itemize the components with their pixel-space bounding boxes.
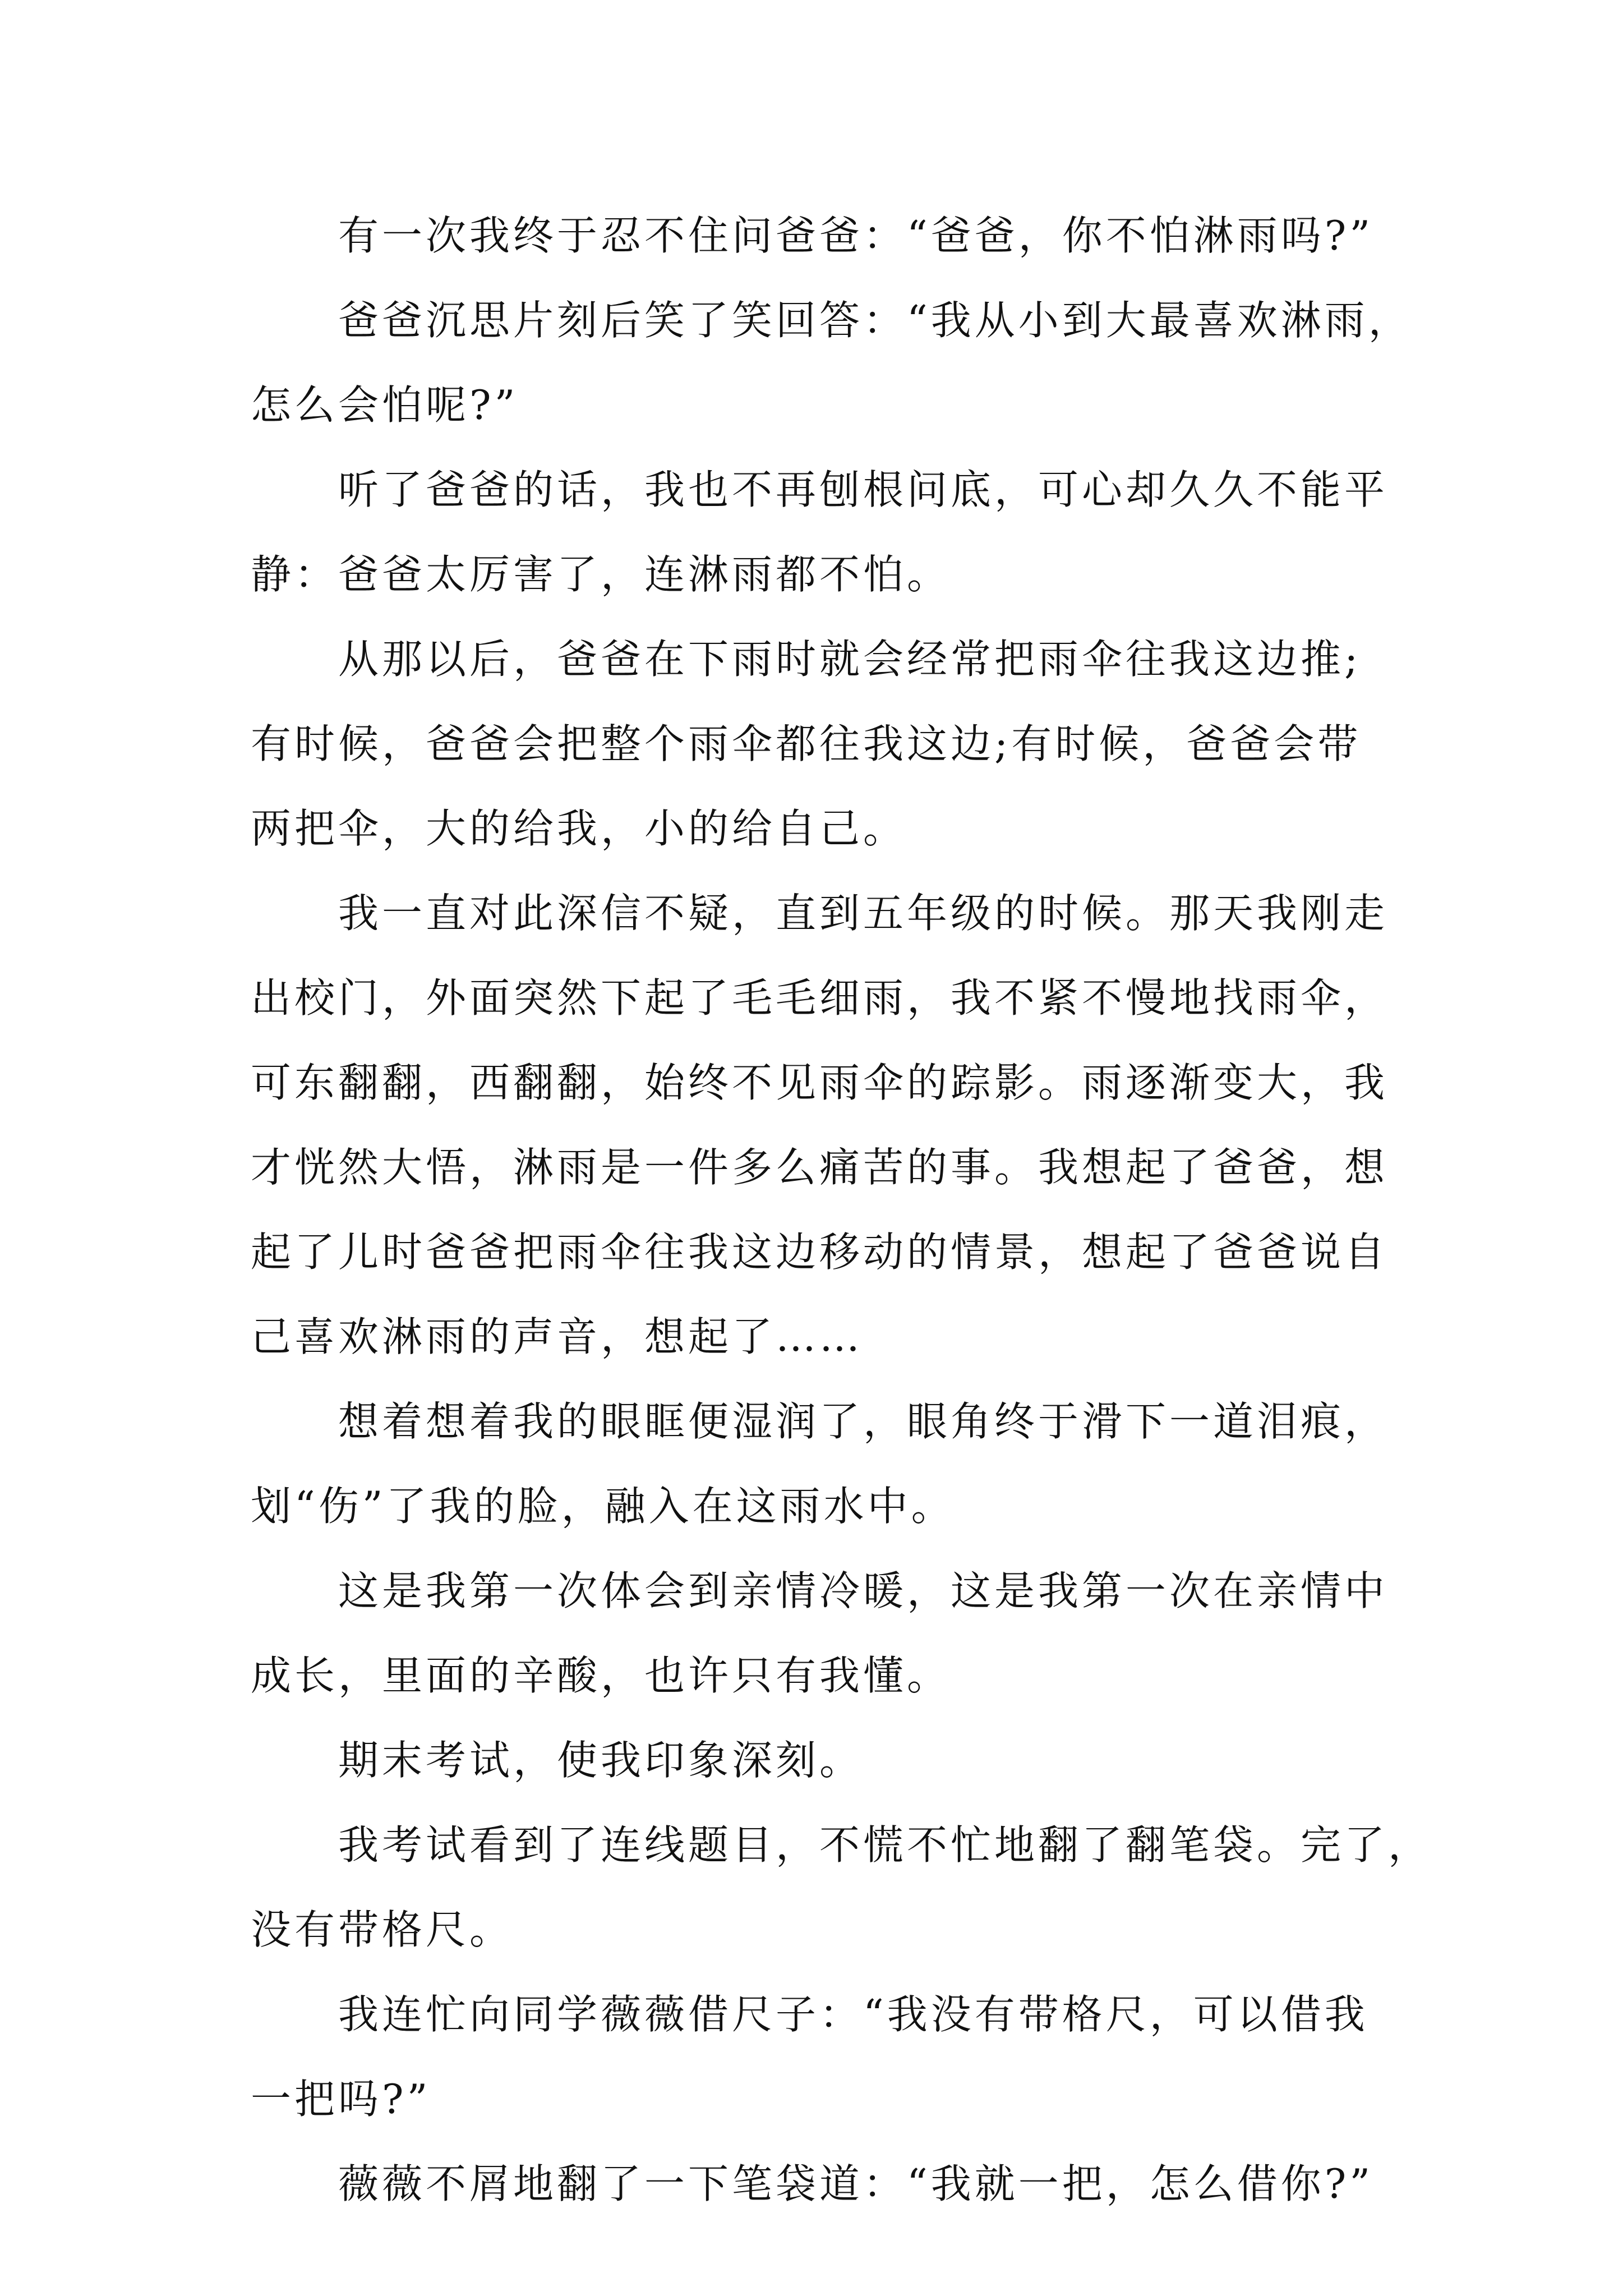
paragraph-6 (251, 1379, 1395, 1549)
document-body (251, 194, 1432, 2226)
text-line: 没有带格尺。 (251, 1906, 514, 1953)
text-line: 听了爸爸的话，我也不再刨根问底，可心却久久不能平 (338, 466, 1389, 513)
text-line: 我一直对此深信不疑，直到五年级的时候。那天我刚走 (338, 890, 1389, 937)
text-line: 两把伞，大的给我，小的给自己。 (251, 805, 907, 852)
text-line: 有一次我终于忍不住问爸爸：“爸爸，你不怕淋雨吗?” (338, 212, 1374, 259)
text-line: 出校门，外面突然下起了毛毛细雨，我不紧不慢地找雨伞， (251, 974, 1389, 1022)
paragraph-7 (251, 1549, 1395, 1718)
text-line: 从那以后，爸爸在下雨时就会经常把雨伞往我这边推; (338, 636, 1362, 683)
text-line: 这是我第一次体会到亲情冷暖，这是我第一次在亲情中 (338, 1567, 1389, 1614)
text-line: 想着想着我的眼眶便湿润了，眼角终于滑下一道泪痕， (338, 1398, 1389, 1445)
text-line: 静：爸爸太厉害了，连淋雨都不怕。 (251, 551, 951, 598)
text-line: 我连忙向同学薇薇借尺子：“我没有带格尺，可以借我 (338, 1991, 1368, 2038)
paragraph-1 (251, 194, 1395, 278)
paragraph-8 (251, 1718, 1395, 1803)
paragraph-5 (251, 871, 1395, 1379)
text-line: 成长，里面的辛酸，也许只有我懂。 (251, 1652, 951, 1699)
text-line: 一把吗?” (251, 2076, 431, 2123)
text-line: 怎么会怕呢?” (251, 381, 519, 429)
text-line: 起了儿时爸爸把雨伞往我这边移动的情景，想起了爸爸说自 (251, 1228, 1389, 1276)
text-line: 可东翻翻，西翻翻，始终不见雨伞的踪影。雨逐渐变大，我 (251, 1059, 1389, 1106)
text-line: 才恍然大悟，淋雨是一件多么痛苦的事。我想起了爸爸，想 (251, 1144, 1389, 1191)
text-line: 有时候，爸爸会把整个雨伞都往我这边;有时候，爸爸会带 (251, 720, 1362, 767)
text-line: 爸爸沉思片刻后笑了笑回答：“我从小到大最喜欢淋雨， (338, 297, 1412, 344)
paragraph-4 (251, 617, 1395, 871)
text-line: 我考试看到了连线题目，不慌不忙地翻了翻笔袋。完了， (338, 1821, 1432, 1869)
paragraph-11 (251, 2142, 1395, 2226)
paragraph-10 (251, 1972, 1395, 2142)
paragraph-9 (251, 1803, 1432, 1972)
text-line: 薇薇不屑地翻了一下笔袋道：“我就一把，怎么借你?” (338, 2160, 1374, 2207)
paragraph-3 (251, 448, 1395, 617)
paragraph-2 (251, 278, 1412, 448)
text-line: 期末考试，使我印象深刻。 (338, 1737, 864, 1784)
text-line: 划“伤”了我的脸，融入在这雨水中。 (251, 1483, 955, 1530)
text-line: 己喜欢淋雨的声音，想起了…… (251, 1313, 864, 1360)
